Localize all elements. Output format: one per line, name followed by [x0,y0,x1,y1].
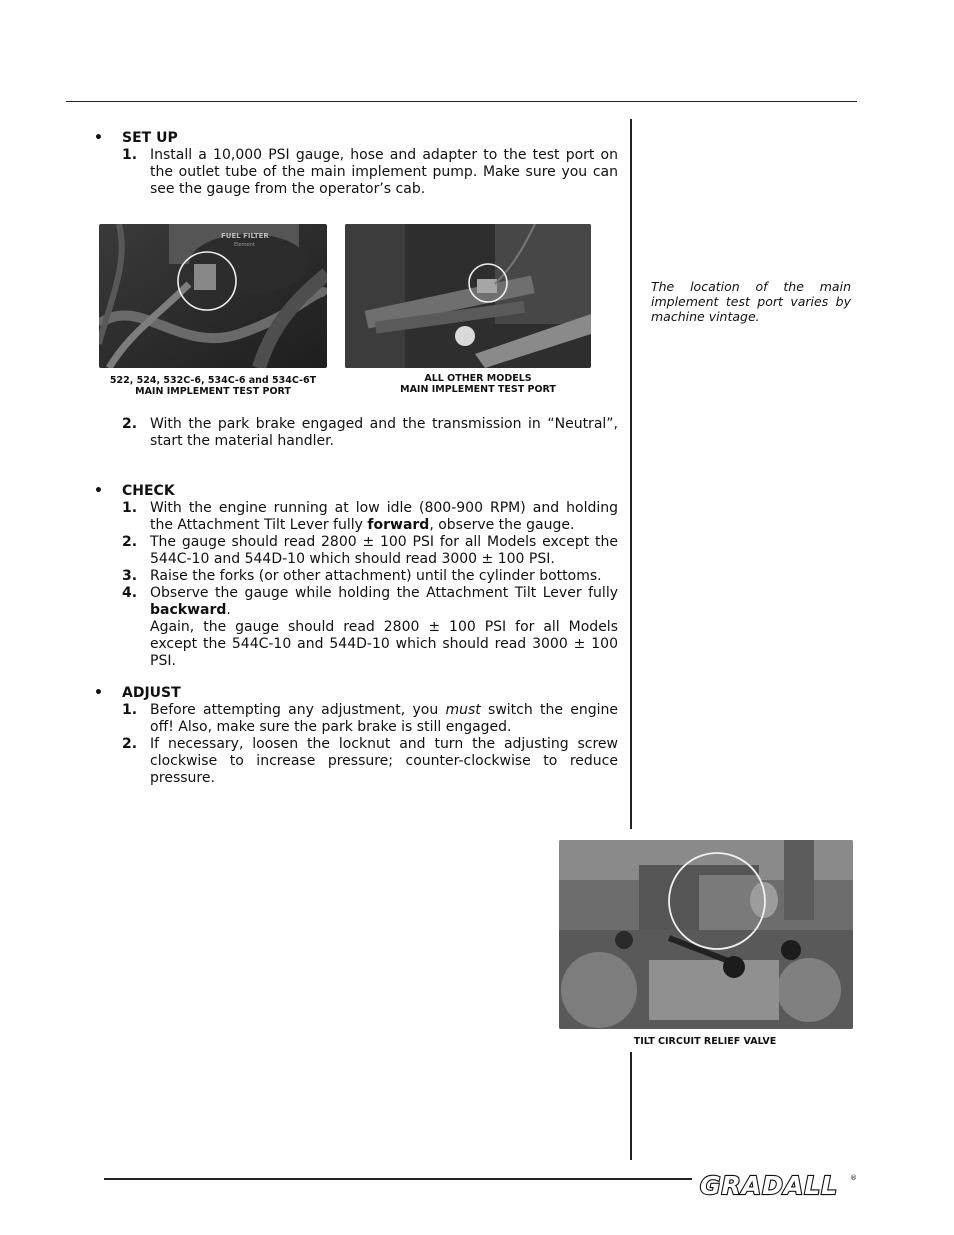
check-step-1 [94,500,618,534]
column-divider-upper [630,119,632,829]
step-number: 2. [122,416,138,432]
step-number: 2. [122,534,138,550]
step-number: 4. [122,585,138,601]
side-note: The location of the main implement test port varies by machine vintage. [651,279,851,324]
adjust-step-1 [94,702,618,736]
section-title: ADJUST [122,685,181,701]
caption-line: MAIN IMPLEMENT TEST PORT [400,384,556,395]
tilt-relief-valve-photo [559,840,853,1029]
step-number: 3. [122,568,138,584]
step-text: Before attempting any adjustment, you [150,702,446,718]
main-test-port-photo-other [345,224,591,368]
adjust-section [94,685,618,787]
caption-line: MAIN IMPLEMENT TEST PORT [135,386,291,397]
adjust-step-2 [94,736,618,787]
photo-caption-early [99,375,327,397]
check-step-4-continued: Again, the gauge should read 2800 ± 100 PSI for all Models except the 544C-10 and 544D-10 which should read 3000 ± 100 PSI. [150,619,618,669]
step-text: Install a 10,000 PSI gauge, hose and adapter to the test port on the outlet tube of the main implement pump. Make sure you can see the gauge from the operator’s cab. [150,147,618,197]
header-rule [66,101,857,102]
section-title: SET UP [122,130,178,146]
step-number: 1. [122,702,138,718]
gradall-logo [698,1167,858,1199]
section-title: CHECK [122,483,175,499]
step-text: With the engine running at low idle (800-900 RPM) and holding the Attachment Tilt Lever fully [150,500,618,533]
emphasis: must [445,702,481,718]
bullet: • [94,483,103,499]
filter-label: FUEL FILTER [221,232,269,240]
caption-line: 522, 524, 532C-6, 534C-6 and 534C-6T [109,375,317,386]
relief-valve-caption: TILT CIRCUIT RELIEF VALVE [633,1036,777,1047]
setup-section [94,130,618,198]
setup-step-2-block [94,416,618,450]
emphasis: backward [150,602,227,618]
step-text: . [226,602,231,618]
registered-mark: ® [850,1174,857,1182]
check-step-3 [94,568,618,585]
filter-sublabel: Element [234,242,255,248]
step-number: 2. [122,736,138,752]
step-text: With the park brake engaged and the transmission in “Neutral”, start the material handler. [150,416,618,449]
step-text: Observe the gauge while holding the Attachment Tilt Lever fully [150,585,618,601]
setup-step-2 [94,416,618,450]
step-text: switch the engine off! Also, make sure the park brake is still engaged. [150,702,618,735]
setup-step-1 [94,147,618,198]
bullet: • [94,685,103,701]
logo-wordmark: GRADALL [700,1171,839,1199]
caption-line: ALL OTHER MODELS [424,373,532,384]
emphasis: forward [367,517,430,533]
footer-rule [104,1178,692,1180]
check-step-2 [94,534,618,568]
bullet: • [94,130,103,146]
column-divider-lower [630,1052,632,1160]
step-number: 1. [122,147,138,163]
check-section [94,483,618,670]
main-test-port-photo-early [99,224,327,368]
step-text: , observe the gauge. [429,517,575,533]
step-text: The gauge should read 2800 ± 100 PSI for all Models except the 544C-10 and 544D-10 which should read 3000 ± 100 PSI. [150,534,618,567]
step-text: If necessary, loosen the locknut and turn the adjusting screw clockwise to increase pressure; counter-clockwise to reduce pressure. [150,736,618,786]
step-number: 1. [122,500,138,516]
photo-caption-other [375,373,581,395]
check-step-4 [94,585,618,619]
step-text: Raise the forks (or other attachment) until the cylinder bottoms. [150,568,602,584]
